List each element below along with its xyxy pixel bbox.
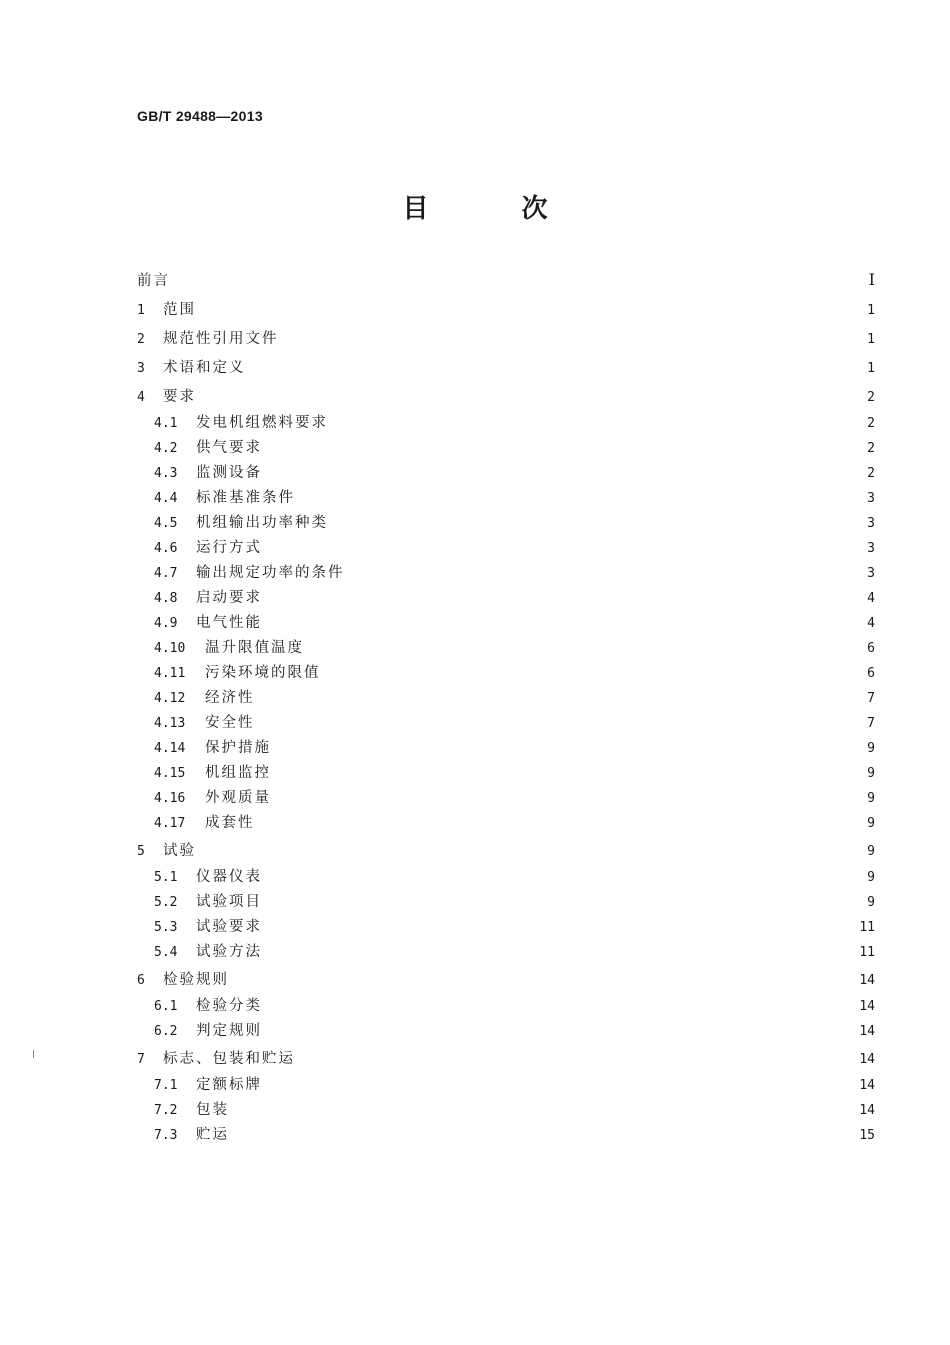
toc-entry-page: 2: [867, 416, 875, 431]
toc-entry-page: 3: [867, 566, 875, 581]
toc-entry-4-15[interactable]: [137, 763, 875, 788]
toc-entry-label: 保护措施: [205, 740, 271, 756]
toc-entry-label: 供气要求: [196, 440, 262, 456]
toc-entry-number: 5.3: [154, 920, 178, 935]
toc-entry-2[interactable]: [137, 326, 875, 355]
toc-entry-number: 7.3: [154, 1128, 178, 1143]
scan-artifact: [33, 1050, 34, 1058]
toc-entry-label: 机组监控: [205, 765, 271, 781]
dot-leader: [202, 841, 857, 855]
toc-entry-page: 9: [867, 844, 875, 859]
dot-leader: [268, 613, 857, 627]
toc-entry-page: 3: [867, 516, 875, 531]
toc-entry-5-3[interactable]: [137, 917, 875, 942]
toc-entry-number: 7: [137, 1052, 145, 1067]
toc-entry-label: 仪器仪表: [196, 869, 262, 885]
toc-entry-label: 监测设备: [196, 465, 262, 481]
dot-leader: [268, 588, 857, 602]
toc-entry-label: 试验要求: [196, 919, 262, 935]
toc-entry-page: 14: [859, 1052, 875, 1067]
toc-entry-label: 标志、包装和贮运: [163, 1051, 295, 1067]
toc-entry-label: 运行方式: [196, 540, 262, 556]
dot-leader: [351, 563, 858, 577]
toc-entry-page: Ⅰ: [868, 272, 875, 289]
toc-entry-4[interactable]: [137, 384, 875, 413]
toc-entry-label: 启动要求: [196, 590, 262, 606]
dot-leader: [277, 788, 857, 802]
dot-leader: [261, 813, 858, 827]
toc-entry-number: 5.4: [154, 945, 178, 960]
toc-entry-page: 9: [867, 870, 875, 885]
dot-leader: [334, 413, 857, 427]
dot-leader: [268, 942, 857, 956]
toc-entry-page: 14: [859, 1024, 875, 1039]
toc-entry-label: 检验规则: [163, 972, 229, 988]
toc-entry-4-3[interactable]: [137, 463, 875, 488]
dot-leader: [301, 1049, 857, 1063]
toc-entry-label: 发电机组燃料要求: [196, 415, 328, 431]
toc-entry-6-1[interactable]: [137, 996, 875, 1021]
toc-entry-number: 6.1: [154, 999, 178, 1014]
toc-entry-number: 4.16: [154, 791, 186, 806]
toc-entry-4-11[interactable]: [137, 663, 875, 688]
toc-entry-label: 范围: [163, 302, 196, 318]
toc-entry-number: 6: [137, 973, 145, 988]
toc-entry-number: 4.14: [154, 741, 186, 756]
dot-leader: [268, 917, 857, 931]
toc-entry-label: 前言: [137, 273, 170, 289]
toc-entry-number: 5.1: [154, 870, 178, 885]
toc-entry-number: 4.2: [154, 441, 178, 456]
toc-entry-page: 9: [867, 816, 875, 831]
toc-entry-page: 1: [867, 361, 875, 376]
dot-leader: [268, 1021, 857, 1035]
toc-entry-number: 4.3: [154, 466, 178, 481]
toc-entry-number: 4.17: [154, 816, 186, 831]
toc-entry-label: 污染环境的限值: [205, 665, 321, 681]
dot-leader: [277, 763, 857, 777]
toc-entry-label: 温升限值温度: [205, 640, 304, 656]
toc-entry-4-9[interactable]: [137, 613, 875, 638]
toc-entry-number: 4.6: [154, 541, 178, 556]
toc-entry-label: 试验方法: [196, 944, 262, 960]
toc-entry-page: 1: [867, 303, 875, 318]
toc-entry-page: 2: [867, 466, 875, 481]
toc-entry-number: 4.11: [154, 666, 186, 681]
dot-leader: [277, 738, 857, 752]
toc-entry-number: 1: [137, 303, 145, 318]
dot-leader: [268, 438, 857, 452]
toc-entry-4-14[interactable]: [137, 738, 875, 763]
toc-entry-4-5[interactable]: [137, 513, 875, 538]
dot-leader: [235, 970, 857, 984]
page-title: 目 次: [402, 194, 590, 224]
toc-entry-4-7[interactable]: [137, 563, 875, 588]
toc-entry-4-6[interactable]: [137, 538, 875, 563]
toc-entry-4-8[interactable]: [137, 588, 875, 613]
toc-entry-label: 试验: [163, 843, 196, 859]
toc-entry-label: 输出规定功率的条件: [196, 565, 345, 581]
toc-entry-number: 7.1: [154, 1078, 178, 1093]
toc-entry-label: 电气性能: [196, 615, 262, 631]
toc-entry-page: 2: [867, 390, 875, 405]
toc-entry-number: 4.8: [154, 591, 178, 606]
toc-entry-number: 7.2: [154, 1103, 178, 1118]
toc-entry-page: 4: [867, 591, 875, 606]
toc-entry-number: 6.2: [154, 1024, 178, 1039]
toc-entry-6-2[interactable]: [137, 1021, 875, 1046]
toc-entry-page: 3: [867, 541, 875, 556]
toc-entry-page: 3: [867, 491, 875, 506]
toc-entry-label: 定额标牌: [196, 1077, 262, 1093]
toc-entry-page: 7: [867, 716, 875, 731]
toc-entry-label: 术语和定义: [163, 360, 246, 376]
dot-leader: [235, 1125, 857, 1139]
toc-entry-4-10[interactable]: [137, 638, 875, 663]
toc-entry-label: 成套性: [205, 815, 255, 831]
toc-entry-label: 外观质量: [205, 790, 271, 806]
dot-leader: [268, 892, 857, 906]
toc-entry-number: 5.2: [154, 895, 178, 910]
toc-entry-number: 4.15: [154, 766, 186, 781]
dot-leader: [301, 488, 857, 502]
toc-entry-label: 规范性引用文件: [163, 331, 279, 347]
toc-entry-label: 要求: [163, 389, 196, 405]
toc-entry-number: 4.4: [154, 491, 178, 506]
toc-entry-label: 贮运: [196, 1127, 229, 1143]
toc-entry-number: 4.10: [154, 641, 186, 656]
toc-entry-label: 标准基准条件: [196, 490, 295, 506]
toc-entry-5-2[interactable]: [137, 892, 875, 917]
toc-entry-4-13[interactable]: [137, 713, 875, 738]
dot-leader: [252, 358, 858, 372]
dot-leader: [261, 688, 858, 702]
toc-entry-page: 9: [867, 741, 875, 756]
toc-entry-5[interactable]: [137, 838, 875, 867]
toc-entry-page: 14: [859, 1078, 875, 1093]
standard-code: GB/T 29488—2013: [137, 108, 263, 124]
dot-leader: [202, 387, 857, 401]
toc-entry-4-12[interactable]: [137, 688, 875, 713]
toc-entry-page: 11: [859, 945, 875, 960]
toc-entry-number: 4.13: [154, 716, 186, 731]
toc-entry-page: 14: [859, 999, 875, 1014]
toc-entry-4-2[interactable]: [137, 438, 875, 463]
toc-entry-number: 4.9: [154, 616, 178, 631]
toc-entry-page: 6: [867, 666, 875, 681]
toc-entry-page: 2: [867, 441, 875, 456]
toc-entry-preface[interactable]: [137, 268, 875, 297]
toc-entry-number: 2: [137, 332, 145, 347]
dot-leader: [268, 996, 857, 1010]
toc-entry-5-1[interactable]: [137, 867, 875, 892]
toc-entry-page: 14: [859, 1103, 875, 1118]
toc-entry-4-17[interactable]: [137, 813, 875, 838]
toc-entry-7[interactable]: [137, 1046, 875, 1075]
toc-entry-label: 检验分类: [196, 998, 262, 1014]
toc-entry-5-4[interactable]: [137, 942, 875, 967]
toc-entry-page: 14: [859, 973, 875, 988]
toc-entry-number: 4: [137, 390, 145, 405]
toc-entry-label: 机组输出功率种类: [196, 515, 328, 531]
toc-entry-number: 4.5: [154, 516, 178, 531]
toc-entry-page: 15: [859, 1128, 875, 1143]
toc-entry-6[interactable]: [137, 967, 875, 996]
toc-entry-label: 安全性: [205, 715, 255, 731]
toc-entry-7-2[interactable]: [137, 1100, 875, 1125]
toc-entry-1[interactable]: [137, 297, 875, 326]
toc-entry-page: 7: [867, 691, 875, 706]
toc-entry-4-4[interactable]: [137, 488, 875, 513]
toc-entry-label: 试验项目: [196, 894, 262, 910]
toc-entry-page: 1: [867, 332, 875, 347]
dot-leader: [202, 300, 857, 314]
toc-entry-7-1[interactable]: [137, 1075, 875, 1100]
dot-leader: [285, 329, 858, 343]
dot-leader: [327, 663, 858, 677]
toc-entry-page: 9: [867, 895, 875, 910]
toc-entry-number: 4.12: [154, 691, 186, 706]
toc-entry-3[interactable]: [137, 355, 875, 384]
dot-leader: [268, 463, 857, 477]
toc-entry-label: 包装: [196, 1102, 229, 1118]
dot-leader: [268, 867, 857, 881]
toc-entry-label: 判定规则: [196, 1023, 262, 1039]
toc-entry-number: 5: [137, 844, 145, 859]
toc-entry-number: 4.7: [154, 566, 178, 581]
toc-entry-page: 9: [867, 766, 875, 781]
toc-entry-page: 11: [859, 920, 875, 935]
dot-leader: [310, 638, 857, 652]
toc-entry-page: 6: [867, 641, 875, 656]
toc-entry-label: 经济性: [205, 690, 255, 706]
dot-leader: [268, 1075, 857, 1089]
toc-entry-4-1[interactable]: [137, 413, 875, 438]
dot-leader: [176, 271, 857, 285]
dot-leader: [334, 513, 857, 527]
dot-leader: [235, 1100, 857, 1114]
toc-entry-4-16[interactable]: [137, 788, 875, 813]
toc-entry-7-3[interactable]: [137, 1125, 875, 1150]
dot-leader: [261, 713, 858, 727]
toc-entry-page: 4: [867, 616, 875, 631]
toc-entry-number: 4.1: [154, 416, 178, 431]
dot-leader: [268, 538, 857, 552]
toc-entry-number: 3: [137, 361, 145, 376]
toc-entry-page: 9: [867, 791, 875, 806]
table-of-contents: [137, 268, 875, 1150]
